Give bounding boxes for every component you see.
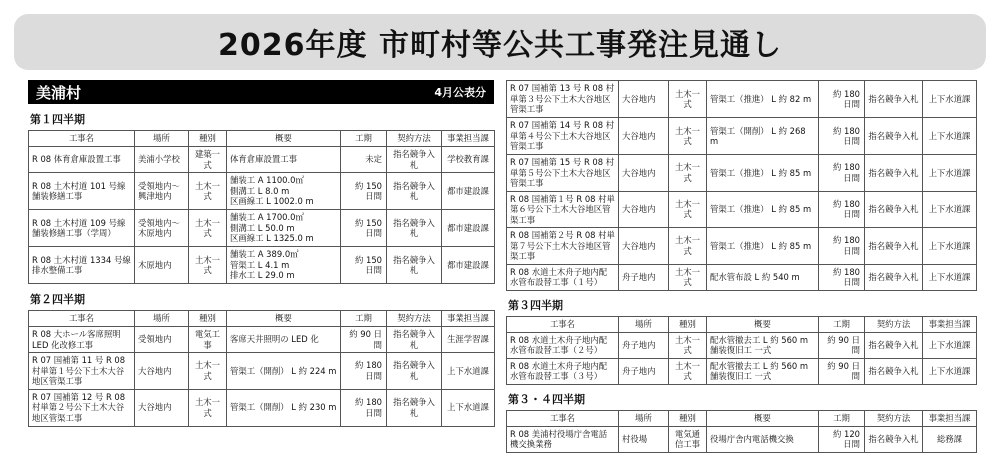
cell-location: 木原地内 [135,247,189,284]
column-header-category: 種別 [189,311,227,327]
cell-contract-method: 指名競争入札 [865,191,923,228]
cell-summary: 配水管布設 L 約 540 m [707,264,819,290]
cell-contract-method: 指名競争入札 [865,264,923,290]
column-header-location: 場所 [619,410,669,426]
project-table [506,80,977,291]
municipality-header [28,80,494,104]
cell-project-name: R 08 土木村道 109 号線舗装修繕工事（学周） [29,210,135,247]
cell-department: 上下水道課 [923,228,977,265]
cell-contract-method: 指名競争入札 [865,358,923,384]
table-row [29,210,495,247]
cell-contract-method: 指名競争入札 [387,353,442,390]
cell-duration: 約 180 日間 [819,81,865,118]
cell-contract-method: 指名競争入札 [387,173,442,210]
column-header-duration: 工期 [819,410,865,426]
cell-summary: 舗装工 A 1100.0㎡ 側溝工 L 8.0 m 区画線工 L 1002.0 m [227,173,341,210]
cell-location: 受領地内～木原地内 [135,210,189,247]
cell-contract-method: 指名競争入札 [865,228,923,265]
column-header-location: 場所 [135,131,189,147]
cell-summary: 管渠工（開削） L 約 268 m [707,118,819,155]
cell-contract-method: 指名競争入札 [387,327,442,353]
cell-contract-method: 指名競争入札 [387,210,442,247]
cell-department: 上下水道課 [923,118,977,155]
cell-department: 上下水道課 [442,353,495,390]
cell-location: 受領地内～興津地内 [135,173,189,210]
cell-contract-method: 指名競争入札 [865,332,923,358]
table-row [507,191,977,228]
project-table [28,130,495,284]
column-header-contract-method: 契約方法 [387,311,442,327]
cell-summary: 管渠工（推進） L 約 85 m [707,191,819,228]
cell-department: 上下水道課 [923,264,977,290]
column-header-category: 種別 [669,316,707,332]
cell-summary: 舗装工 A 389.0㎡ 管渠工 L 4.1 m 排水工 L 29.0 m [227,247,341,284]
table-row [29,389,495,426]
cell-duration: 約 150 日間 [341,247,387,284]
table-row [507,264,977,290]
table-row [507,118,977,155]
cell-duration: 約 180 日間 [819,118,865,155]
cell-department: 上下水道課 [923,81,977,118]
cell-duration: 約 180 日間 [819,155,865,192]
table-row [507,228,977,265]
quarter-heading: 第２四半期 [30,293,85,306]
cell-project-name: R 08 国補第１号 R 08 村単第６号公下土木大谷地区管渠工事 [507,191,619,228]
cell-category: 土木一式 [189,210,227,247]
cell-category: 電気通信工事 [669,426,707,452]
cell-duration: 約 180 日間 [819,264,865,290]
cell-contract-method: 指名競争入札 [387,247,442,284]
cell-location: 舟子地内 [619,332,669,358]
cell-category: 土木一式 [189,247,227,284]
column-header-summary: 概要 [707,316,819,332]
table-header-row [507,410,977,426]
cell-category: 土木一式 [189,389,227,426]
column-header-department: 事業担当課 [442,311,495,327]
cell-project-name: R 08 水道土木舟子地内配水管布設替工事（２号） [507,332,619,358]
cell-location: 大谷地内 [619,228,669,265]
cell-department: 学校教育課 [442,147,495,173]
cell-project-name: R 08 水道土木舟子地内配水管布設替工事（１号） [507,264,619,290]
column-header-project-name: 工事名 [29,131,135,147]
table-row [507,81,977,118]
column-header-duration: 工期 [819,316,865,332]
cell-duration: 約 90 日間 [341,327,387,353]
table-row [29,327,495,353]
cell-project-name: R 08 土木村道 1334 号線排水整備工事 [29,247,135,284]
cell-duration: 約 180 日間 [341,353,387,390]
column-header-department: 事業担当課 [442,131,495,147]
column-header-category: 種別 [669,410,707,426]
cell-contract-method: 指名競争入札 [865,118,923,155]
column-header-category: 種別 [189,131,227,147]
cell-project-name: R 08 土木村道 101 号線舗装修繕工事 [29,173,135,210]
table-row [29,173,495,210]
cell-summary: 管渠工（推進） L 約 85 m [707,228,819,265]
table-header-row [29,131,495,147]
cell-summary: 管渠工（推進） L 約 85 m [707,155,819,192]
left-column [28,80,494,427]
cell-project-name: R 07 国補第 12 号 R 08 村単第２号公下土木大谷地区管渠工事 [29,389,135,426]
quarter-heading: 第３四半期 [508,298,563,312]
cell-duration: 約 180 日間 [819,228,865,265]
cell-project-name: R 07 国補第 11 号 R 08 村単第１号公下土木大谷地区管渠工事 [29,353,135,390]
cell-duration: 未定 [341,147,387,173]
table-row [507,426,977,452]
column-header-department: 事業担当課 [923,410,977,426]
page-title: 2026年度 市町村等公共工事発注見通し [14,14,986,70]
quarter-heading: 第１四半期 [30,113,85,126]
cell-duration: 約 180 日間 [341,389,387,426]
cell-location: 大谷地内 [135,389,189,426]
cell-summary: 舗装工 A 1700.0㎡ 側溝工 L 50.0 m 区画線工 L 1325.0 m [227,210,341,247]
cell-department: 都市建設課 [442,247,495,284]
table-row [29,247,495,284]
cell-department: 都市建設課 [442,210,495,247]
cell-contract-method: 指名競争入札 [865,426,923,452]
cell-contract-method: 指名競争入札 [865,155,923,192]
column-header-project-name: 工事名 [29,311,135,327]
cell-location: 大谷地内 [619,191,669,228]
column-header-contract-method: 契約方法 [387,131,442,147]
column-header-summary: 概要 [227,131,341,147]
cell-location: 大谷地内 [135,353,189,390]
cell-category: 土木一式 [669,358,707,384]
cell-location: 大谷地内 [619,155,669,192]
table-row [29,353,495,390]
cell-project-name: R 08 大ホール客席照明 LED 化改修工事 [29,327,135,353]
column-header-department: 事業担当課 [923,316,977,332]
cell-duration: 約 150 日間 [341,210,387,247]
cell-category: 土木一式 [669,155,707,192]
cell-department: 上下水道課 [923,332,977,358]
cell-category: 土木一式 [669,332,707,358]
cell-contract-method: 指名競争入札 [387,147,442,173]
cell-location: 美浦小学校 [135,147,189,173]
table-row [29,147,495,173]
column-header-contract-method: 契約方法 [865,410,923,426]
cell-summary: 管渠工（推進） L 約 82 m [707,81,819,118]
cell-duration: 約 120 日間 [819,426,865,452]
cell-contract-method: 指名競争入札 [387,389,442,426]
column-header-contract-method: 契約方法 [865,316,923,332]
cell-location: 受領地内 [135,327,189,353]
cell-category: 土木一式 [669,228,707,265]
column-header-project-name: 工事名 [507,410,619,426]
table-row [507,332,977,358]
cell-department: 都市建設課 [442,173,495,210]
cell-category: 土木一式 [189,353,227,390]
project-table [506,316,977,385]
municipality-name: 美浦村 [36,83,82,102]
cell-project-name: R 07 国補第 14 号 R 08 村単第４号公下土木大谷地区管渠工事 [507,118,619,155]
cell-summary: 管渠工（開削） L 約 230 m [227,389,341,426]
column-header-duration: 工期 [341,311,387,327]
cell-department: 上下水道課 [442,389,495,426]
cell-project-name: R 08 国補第２号 R 08 村単第７号公下土木大谷地区管渠工事 [507,228,619,265]
cell-department: 生涯学習課 [442,327,495,353]
cell-duration: 約 90 日間 [819,358,865,384]
right-column [506,80,976,453]
column-header-project-name: 工事名 [507,316,619,332]
column-header-summary: 概要 [707,410,819,426]
table-header-row [507,316,977,332]
cell-project-name: R 08 美浦村役場庁舎電話機交換業務 [507,426,619,452]
table-row [507,358,977,384]
cell-summary: 体育倉庫設置工事 [227,147,341,173]
cell-location: 大谷地内 [619,118,669,155]
cell-location: 村役場 [619,426,669,452]
cell-duration: 約 150 日間 [341,173,387,210]
publication-label: 4月公表分 [434,86,486,99]
column-header-location: 場所 [619,316,669,332]
cell-summary: 客席天井照明の LED 化 [227,327,341,353]
cell-department: 上下水道課 [923,155,977,192]
cell-department: 上下水道課 [923,191,977,228]
cell-category: 土木一式 [669,118,707,155]
cell-summary: 配水管撤去工 L 約 560 m 舗装復旧工 一式 [707,332,819,358]
cell-contract-method: 指名競争入札 [865,81,923,118]
project-table [28,310,495,427]
cell-department: 総務課 [923,426,977,452]
cell-category: 土木一式 [669,264,707,290]
column-header-duration: 工期 [341,131,387,147]
cell-project-name: R 07 国補第 13 号 R 08 村単第３号公下土木大谷地区管渠工事 [507,81,619,118]
cell-category: 土木一式 [189,173,227,210]
cell-category: 土木一式 [669,81,707,118]
project-table [506,410,977,453]
cell-project-name: R 08 水道土木舟子地内配水管布設替工事（３号） [507,358,619,384]
cell-summary: 配水管撤去工 L 約 560 m 舗装復旧工 一式 [707,358,819,384]
column-header-summary: 概要 [227,311,341,327]
cell-category: 土木一式 [669,191,707,228]
table-header-row [29,311,495,327]
cell-project-name: R 07 国補第 15 号 R 08 村単第５号公下土木大谷地区管渠工事 [507,155,619,192]
cell-category: 電気工事 [189,327,227,353]
cell-summary: 役場庁舎内電話機交換 [707,426,819,452]
table-row [507,155,977,192]
quarter-heading: 第３・４四半期 [508,392,585,406]
cell-department: 上下水道課 [923,358,977,384]
cell-duration: 約 180 日間 [819,191,865,228]
column-header-location: 場所 [135,311,189,327]
cell-category: 建築一式 [189,147,227,173]
cell-duration: 約 90 日間 [819,332,865,358]
cell-project-name: R 08 体育倉庫設置工事 [29,147,135,173]
cell-location: 舟子地内 [619,358,669,384]
cell-location: 大谷地内 [619,81,669,118]
cell-summary: 管渠工（開削） L 約 224 m [227,353,341,390]
cell-location: 舟子地内 [619,264,669,290]
